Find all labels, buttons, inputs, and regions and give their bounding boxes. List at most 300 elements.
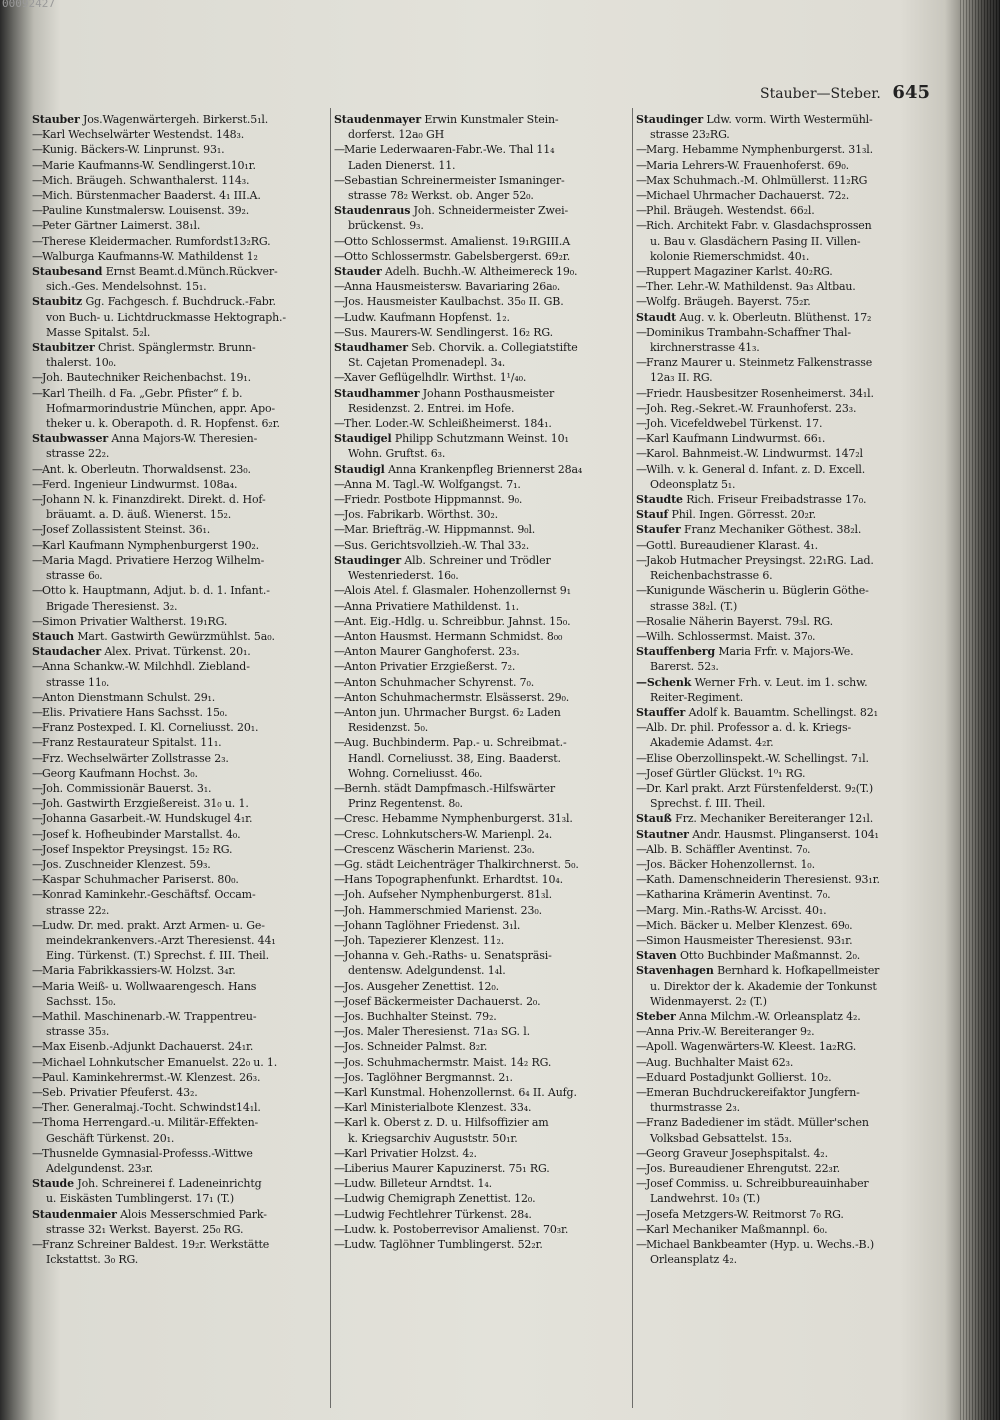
entry-continuation (636, 599, 931, 614)
entry-text: strasse 22₂. (46, 447, 110, 461)
entry-surname: Staude (32, 1177, 74, 1191)
entry-line (32, 979, 327, 994)
entry-dash: — (636, 401, 647, 415)
entry-surname-line (32, 340, 327, 355)
entry-text: Alb. B. Schäffler Aventinst. 7₀. (646, 842, 811, 856)
entry-line (32, 811, 327, 826)
entry-text: Westenriederst. 16₀. (348, 569, 459, 583)
entry-dash: — (32, 462, 43, 476)
entry-text: Xaver Geflügelhdlr. Wirthst. 1¹/₄₀. (344, 371, 527, 385)
entry-dash: — (334, 584, 345, 598)
entry-continuation (334, 127, 629, 142)
entry-text: Simon Hausmeister Theresienst. 93₁r. (646, 933, 853, 947)
entry-text: Ludwig Fechtlehrer Türkenst. 28₄. (344, 1207, 532, 1221)
entry-text: strasse 11₀. (46, 675, 110, 689)
entry-text: Mich. Bäcker u. Melber Klenzest. 69₀. (646, 918, 853, 932)
entry-text: Otto k. Hauptmann, Adjut. b. d. 1. Infant.- (42, 584, 270, 598)
entry-dash: — (636, 219, 647, 233)
entry-line (32, 127, 327, 142)
entry-surname-line (32, 112, 327, 127)
entry-continuation (636, 994, 931, 1009)
entry-dash: — (334, 629, 345, 643)
entry-line (636, 1039, 931, 1054)
entry-line (32, 522, 327, 537)
entry-dash: — (32, 705, 43, 719)
entry-dash: — (334, 1162, 345, 1176)
entry-dash: — (636, 356, 647, 370)
entry-line (32, 462, 327, 477)
entry-line (636, 1176, 931, 1191)
entry-text: Jos. Schuhmachermstr. Maist. 14₂ RG. (344, 1055, 552, 1069)
entry-text: Hofmarmorindustrie München, appr. Apo- (46, 401, 275, 415)
entry-text: Ernst Beamt.d.Münch.Rückver- (105, 265, 278, 279)
entry-surname-line (32, 1207, 327, 1222)
entry-line (636, 538, 931, 553)
entry-text: Marg. Min.-Raths-W. Arcisst. 40₁. (646, 903, 827, 917)
entry-line (334, 1176, 629, 1191)
entry-text: Hans Topographenfunkt. Erhardtst. 10₄. (344, 873, 563, 887)
entry-text: Anna M. Tagl.-W. Wolfgangst. 7₁. (344, 477, 521, 491)
entry-line (334, 249, 629, 264)
entry-dash: — (334, 827, 345, 841)
entry-text: Cresc. Hebamme Nymphenburgerst. 31₃l. (344, 812, 573, 826)
entry-text: Franz Schreiner Baldest. 19₂r. Werkstätte (42, 1238, 270, 1252)
entry-line (636, 614, 931, 629)
entry-dash: — (334, 1101, 345, 1115)
entry-line (636, 857, 931, 872)
entry-line (636, 1085, 931, 1100)
entry-text: strasse 38₂l. (T.) (650, 599, 738, 613)
entry-text: Werner Frh. v. Leut. im 1. schw. (694, 675, 868, 689)
entry-continuation (636, 796, 931, 811)
entry-continuation (32, 1024, 327, 1039)
entry-dash: — (32, 189, 43, 203)
entry-text: Ant. Eig.-Hdlg. u. Schreibbur. Jahnst. 15₀. (344, 614, 571, 628)
entry-surname-line (32, 264, 327, 279)
entry-continuation (636, 1191, 931, 1206)
entry-continuation (32, 599, 327, 614)
entry-line (32, 370, 327, 385)
entry-dash: — (32, 1238, 43, 1252)
entry-text: Jakob Hutmacher Preysingst. 22₁RG. Lad. (646, 553, 874, 567)
entry-text: Maria Weiß- u. Wollwaarengesch. Hans (42, 979, 257, 993)
entry-dash: — (334, 812, 345, 826)
entry-line (636, 1115, 931, 1130)
entry-line (32, 887, 327, 902)
entry-text: Anton Maurer Ganghoferst. 23₃. (344, 645, 520, 659)
entry-continuation (32, 933, 327, 948)
entry-line (32, 1085, 327, 1100)
entry-text: strasse 6₀. (46, 569, 103, 583)
entry-dash: — (334, 1238, 345, 1252)
entry-text: Ldw. vorm. Wirth Westermühl- (706, 113, 873, 126)
entry-dash: — (334, 1116, 345, 1130)
entry-continuation (334, 401, 629, 416)
entry-text: St. Cajetan Promenadepl. 3₄. (348, 356, 506, 370)
entry-line (334, 948, 629, 963)
entry-line (32, 1009, 327, 1024)
entry-text: Karl Privatier Holzst. 4₂. (344, 1146, 477, 1160)
entry-dash: — (334, 310, 345, 324)
entry-text: Max Eisenb.-Adjunkt Dachauerst. 24₁r. (42, 1040, 254, 1054)
entry-dash: — (32, 371, 43, 385)
entry-dash: — (32, 1116, 43, 1130)
entry-text: k. Kriegsarchiv Auguststr. 50₁r. (348, 1131, 518, 1145)
entry-text: Volksbad Gebsattelst. 15₃. (650, 1131, 792, 1145)
entry-continuation (32, 1222, 327, 1237)
entry-text: Marie Lederwaaren-Fabr.-We. Thal 11₄ (344, 143, 555, 157)
entry-line (32, 1070, 327, 1085)
column-3 (636, 112, 931, 1412)
entry-text: Alb. Schreiner und Trödler (404, 553, 551, 567)
entry-line (636, 1207, 931, 1222)
entry-text: Mich. Bürstenmacher Baaderst. 4₁ III.A. (42, 189, 261, 203)
entry-text: Anton Hausmst. Hermann Schmidst. 8₀₀ (344, 629, 563, 643)
entry-line (32, 918, 327, 933)
entry-text: Joh. Hammerschmied Marienst. 23₀. (344, 903, 542, 917)
entry-text: Josefa Metzgers-W. Reitmorst 7₀ RG. (646, 1207, 844, 1221)
entry-line (32, 553, 327, 568)
entry-line (334, 279, 629, 294)
entry-text: Bernh. städt Dampfmasch.-Hilfswärter (344, 781, 555, 795)
entry-line (334, 294, 629, 309)
entry-continuation (636, 1100, 931, 1115)
entry-dash: — (636, 1116, 647, 1130)
entry-dash: — (636, 432, 647, 446)
entry-text: Ant. k. Oberleutn. Thorwaldsenst. 23₀. (42, 462, 251, 476)
entry-line (334, 1207, 629, 1222)
entry-dash: — (636, 1146, 647, 1160)
entry-dash: — (32, 721, 43, 735)
entry-dash: — (32, 812, 43, 826)
entry-dash: — (636, 614, 647, 628)
entry-dash: — (636, 1055, 647, 1069)
entry-dash: — (32, 249, 43, 263)
entry-dash: — (32, 614, 43, 628)
entry-text: Franz Restaurateur Spitalst. 11₁. (42, 736, 222, 750)
entry-surname: Staudhamer (334, 341, 408, 355)
entry-line (636, 325, 931, 340)
entry-surname-line (32, 644, 327, 659)
entry-continuation (32, 279, 327, 294)
entry-line (636, 842, 931, 857)
entry-dash: — (636, 766, 647, 780)
entry-line (636, 173, 931, 188)
entry-text: Rich. Architekt Fabr. v. Glasdachsprossen (646, 219, 872, 233)
entry-text: Aug. Buchhalter Maist 62₃. (646, 1055, 794, 1069)
entry-text: u. Eiskästen Tumblingerst. 17₁ (T.) (46, 1192, 234, 1206)
entry-text: Residenzst. 5₀. (348, 721, 429, 735)
entry-text: Ludwig Chemigraph Zenettist. 12₀. (344, 1192, 536, 1206)
entry-surname: Stauß (636, 812, 672, 826)
entry-text: Joh. Aufseher Nymphenburgerst. 81₃l. (344, 888, 552, 902)
entry-surname-line (334, 264, 629, 279)
entry-dash: — (334, 933, 345, 947)
entry-text: Anton jun. Uhrmacher Burgst. 6₂ Laden (344, 705, 561, 719)
entry-line (334, 933, 629, 948)
entry-text: Maria Frfr. v. Majors-We. (718, 645, 854, 659)
entry-text: meindekrankenvers.-Arzt Theresienst. 44₁ (46, 933, 276, 947)
entry-text: Seb. Chorvik. a. Collegiatstifte (411, 341, 578, 355)
entry-text: Ludw. Kaufmann Hopfenst. 1₂. (344, 310, 510, 324)
entry-text: Alois Atel. f. Glasmaler. Hohenzollernst 9₁ (344, 584, 571, 598)
entry-surname-line (636, 507, 931, 522)
entry-line (636, 766, 931, 781)
entry-text: Joh. Schneidermeister Zwei- (413, 204, 569, 218)
entry-line (334, 827, 629, 842)
entry-line (636, 1070, 931, 1085)
entry-dash: — (334, 660, 345, 674)
entry-dash: — (636, 1070, 647, 1084)
entry-text: Joh. Tapezierer Klenzest. 11₂. (344, 933, 505, 947)
entry-dash: — (636, 189, 647, 203)
entry-text: Franz Postexped. I. Kl. Corneliusst. 20₁. (42, 721, 259, 735)
entry-line (636, 933, 931, 948)
entry-text: Orleansplatz 4₂. (650, 1253, 737, 1267)
entry-text: Thoma Herrengard.-u. Militär-Effekten- (42, 1116, 259, 1130)
entry-text: Seb. Privatier Pfeuferst. 43₂. (42, 1086, 198, 1099)
entry-continuation (334, 188, 629, 203)
entry-dash: — (32, 234, 43, 248)
entry-line (334, 1085, 629, 1100)
entry-dash: — (636, 265, 647, 279)
entry-continuation (32, 446, 327, 461)
column-divider (632, 108, 633, 1408)
entry-surname-line (334, 386, 629, 401)
entry-dash: — (636, 204, 647, 218)
entry-line (636, 720, 931, 735)
entry-dash: — (334, 143, 345, 157)
entry-line (32, 963, 327, 978)
entry-text: Karol. Bahnmeist.-W. Lindwurmst. 147₂l (646, 447, 863, 461)
entry-line (334, 994, 629, 1009)
entry-surname: Stauf (636, 508, 669, 522)
entry-dash: — (32, 842, 43, 856)
entry-dash: — (32, 766, 43, 780)
entry-line (32, 690, 327, 705)
entry-continuation (334, 720, 629, 735)
entry-text: Joh. Reg.-Sekret.-W. Fraunhoferst. 23₃. (646, 401, 857, 415)
entry-line (334, 644, 629, 659)
entry-text: Friedr. Hausbesitzer Rosenheimerst. 34₁l. (646, 386, 874, 400)
entry-text: Josef Bäckermeister Dachauerst. 2₀. (344, 994, 541, 1008)
entry-text: Alb. Dr. phil. Professor a. d. k. Kriegs- (646, 721, 852, 735)
entry-line (636, 1161, 931, 1176)
entry-line (32, 234, 327, 249)
entry-surname: Staubesand (32, 265, 103, 279)
entry-dash: — (334, 994, 345, 1008)
entry-text: Franz Mechaniker Göthest. 38₂l. (684, 523, 862, 537)
entry-text: Marg. Hebamme Nymphenburgerst. 31₃l. (646, 143, 873, 157)
entry-dash: — (636, 553, 647, 567)
entry-dash: — (32, 477, 43, 491)
entry-surname-line (636, 811, 931, 826)
entry-dash: — (32, 1101, 43, 1115)
entry-line (32, 766, 327, 781)
entry-text: Franz Maurer u. Steinmetz Falkenstrasse (646, 356, 873, 370)
entry-dash: — (32, 827, 43, 841)
entry-surname-line (636, 963, 931, 978)
entry-line (334, 781, 629, 796)
entry-text: Simon Privatier Waltherst. 19₁RG. (42, 614, 228, 628)
entry-line (32, 218, 327, 233)
entry-text: Jos. Buchhalter Steinst. 79₂. (344, 1009, 497, 1023)
entry-line (636, 918, 931, 933)
entry-dash: — (636, 325, 647, 339)
entry-line (32, 781, 327, 796)
entry-dash: — (334, 614, 345, 628)
entry-text: Marie Kaufmanns-W. Sendlingerst.10₁r. (42, 158, 256, 172)
entry-text: Wilh. Schlossermst. Maist. 37₀. (646, 629, 816, 643)
entry-dash: — (636, 1162, 647, 1176)
entry-line (636, 887, 931, 902)
entry-continuation (32, 401, 327, 416)
entry-text: Karl Wechselwärter Westendst. 148₃. (42, 128, 245, 142)
entry-surname-line (636, 644, 931, 659)
entry-dash: — (334, 371, 345, 385)
entry-text: Thusnelde Gymnasial-Professs.-Wittwe (42, 1146, 253, 1160)
entry-dash: — (334, 523, 345, 537)
entry-surname: Stavenhagen (636, 964, 714, 978)
entry-dash: — (32, 690, 43, 704)
entry-dash: — (32, 553, 43, 567)
entry-line (636, 781, 931, 796)
entry-surname: Staudhammer (334, 386, 420, 400)
entry-dash: — (334, 1055, 345, 1069)
entry-dash: — (636, 462, 647, 476)
entry-surname: Staudt (636, 310, 677, 324)
entry-text: Karl k. Oberst z. D. u. Hilfsoffizier am (344, 1116, 549, 1130)
entry-dash: — (334, 1070, 345, 1084)
entry-text: Jos. Ausgeher Zenettist. 12₀. (344, 979, 499, 993)
entry-line (32, 538, 327, 553)
entry-dash: — (32, 781, 43, 795)
entry-dash: — (636, 873, 647, 887)
entry-line (636, 142, 931, 157)
entry-dash: — (334, 599, 345, 613)
column-1 (32, 112, 327, 1412)
entry-text: dentensw. Adelgundenst. 1₄l. (348, 964, 506, 978)
entry-line (334, 477, 629, 492)
entry-text: Ludw. Taglöhner Tumblingerst. 52₂r. (344, 1238, 543, 1252)
entry-dash: — (334, 903, 345, 917)
entry-line (32, 614, 327, 629)
entry-line (32, 386, 327, 401)
entry-surname: Staudenraus (334, 204, 411, 218)
entry-text: Jos. Hausmeister Kaulbachst. 35₀ II. GB. (344, 295, 564, 309)
entry-dash: — (636, 386, 647, 400)
entry-line (32, 857, 327, 872)
entry-line (334, 811, 629, 826)
entry-text: Geschäft Türkenst. 20₁. (46, 1131, 175, 1145)
entry-text: Anna Privatiere Mathildenst. 1₁. (344, 599, 519, 613)
entry-text: Konrad Kaminkehr.-Geschäftsf. Occam- (42, 888, 256, 902)
entry-text: strasse 32₁ Werkst. Bayerst. 25₀ RG. (46, 1222, 244, 1236)
entry-text: Kath. Damenschneiderin Theresienst. 93₁r. (646, 873, 880, 887)
entry-text: Jos.Wagenwärtergeh. Birkerst.5₁l. (82, 113, 269, 126)
entry-surname-line (334, 203, 629, 218)
entry-line (334, 1146, 629, 1161)
entry-line (334, 1222, 629, 1237)
entry-text: von Buch- u. Lichtdruckmasse Hektograph.- (46, 310, 286, 324)
entry-text: Johann N. k. Finanzdirekt. Direkt. d. Hof- (42, 493, 266, 507)
entry-text: Georg Graveur Josephspitalst. 4₂. (646, 1146, 828, 1160)
entry-text: Joh. Bautechniker Reichenbachst. 19₁. (42, 371, 251, 385)
entry-text: Crescenz Wäscherin Marienst. 23₀. (344, 842, 535, 856)
entry-text: thurmstrasse 2₃. (650, 1101, 740, 1115)
entry-dash: — (636, 888, 647, 902)
entry-dash: — (334, 842, 345, 856)
entry-text: Ludw. Billeteur Arndtst. 1₄. (344, 1177, 492, 1191)
entry-dash: — (334, 1040, 345, 1054)
entry-dash: — (32, 523, 43, 537)
entry-text: Gottl. Bureaudiener Klarast. 4₁. (646, 538, 819, 552)
entry-dash: — (32, 386, 43, 400)
entry-dash: — (636, 918, 647, 932)
entry-text: Joh. Vicefeldwebel Türkenst. 17. (646, 417, 823, 431)
entry-continuation (636, 659, 931, 674)
entry-line (636, 264, 931, 279)
entry-text: Wohn. Gruftst. 6₃. (348, 447, 446, 461)
entry-text: Walburga Kaufmanns-W. Mathildenst 1₂ (42, 249, 258, 263)
entry-text: Widenmayerst. 2₂ (T.) (650, 994, 767, 1008)
entry-dash: — (334, 736, 345, 750)
entry-text: Handl. Corneliusst. 38, Eing. Baaderst. (348, 751, 561, 765)
entry-text: Aug. v. k. Oberleutn. Blüthenst. 17₂ (679, 310, 872, 324)
entry-dash: — (334, 417, 345, 431)
entry-dash: — (636, 903, 647, 917)
entry-line (32, 1115, 327, 1130)
entry-text: Cresc. Lohnkutschers-W. Marienpl. 2₄. (344, 827, 553, 841)
entry-continuation (32, 325, 327, 340)
entry-dash: — (32, 1040, 43, 1054)
entry-text: Peter Gärtner Laimerst. 38₁l. (42, 219, 201, 233)
entry-line (334, 310, 629, 325)
entry-text: 12a₃ II. RG. (650, 371, 713, 385)
entry-line (334, 599, 629, 614)
entry-continuation (636, 1252, 931, 1267)
entry-text: u. Bau v. Glasdächern Pasing II. Villen- (650, 234, 861, 248)
entry-text: Ther. Loder.-W. Schleißheimerst. 184₁. (344, 417, 552, 431)
entry-line (32, 249, 327, 264)
entry-line (334, 614, 629, 629)
entry-text: Aug. Buchbinderm. Pap.- u. Schreibmat.- (344, 736, 567, 750)
entry-text: Otto Schlossermstr. Gabelsbergerst. 69₂r. (344, 249, 571, 263)
entry-text: Jos. Taglöhner Bergmannst. 2₁. (344, 1070, 513, 1084)
entry-text: Jos. Bureaudiener Ehrengutst. 22₃r. (646, 1162, 840, 1176)
entry-line (334, 979, 629, 994)
entry-text: Mar. Briefträg.-W. Hippmannst. 9₀l. (344, 523, 536, 537)
entry-dash: — (32, 964, 43, 978)
entry-text: Jos. Maler Theresienst. 71a₃ SG. l. (344, 1025, 530, 1039)
entry-text: kolonie Riemerschmidst. 40₁. (650, 249, 810, 263)
entry-surname: Staudigl (334, 462, 385, 476)
entry-line (636, 1237, 931, 1252)
entry-surname-line (32, 431, 327, 446)
entry-dash: — (334, 705, 345, 719)
entry-continuation (636, 340, 931, 355)
entry-text: Ther. Lehr.-W. Mathildenst. 9a₃ Altbau. (646, 280, 856, 294)
entry-line (334, 142, 629, 157)
entry-dash: — (32, 979, 43, 993)
entry-dash: — (334, 645, 345, 659)
entry-text: Karl Theilh. d Fa. „Gebr. Pfister“ f. b. (42, 386, 243, 400)
entry-surname-line (334, 431, 629, 446)
entry-text: Franz Badediener im städt. Müller'schen (646, 1116, 869, 1130)
entry-text: Max Schuhmach.-M. Ohlmüllerst. 11₂RG (646, 173, 868, 187)
entry-text: Bernhard k. Hofkapellmeister (717, 964, 880, 978)
entry-line (334, 1039, 629, 1054)
